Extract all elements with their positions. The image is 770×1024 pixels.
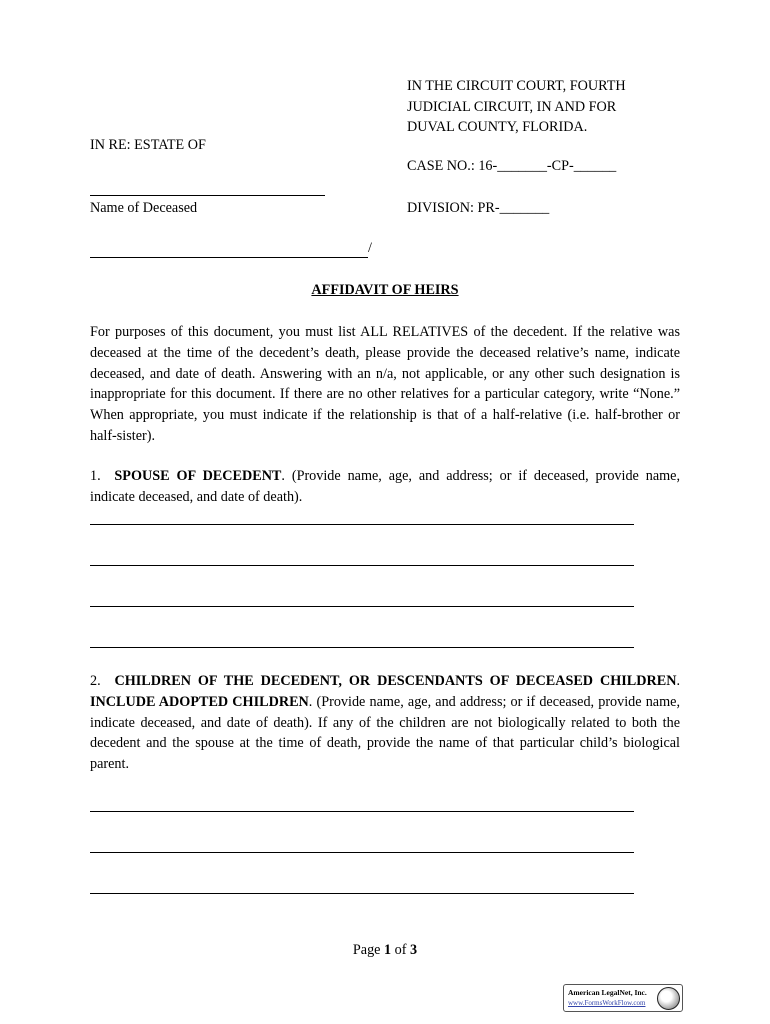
page-prefix: Page bbox=[352, 942, 385, 958]
section-1-spouse bbox=[90, 466, 680, 508]
name-of-deceased-label: Name of Deceased bbox=[90, 200, 198, 216]
spouse-answer-line-2[interactable] bbox=[90, 565, 634, 566]
page-footer bbox=[0, 942, 770, 959]
court-line-3: DUVAL COUNTY, FLORIDA. bbox=[407, 119, 588, 136]
section-2-heading-2: INCLUDE ADOPTED CHILDREN bbox=[90, 693, 309, 710]
section-2-children bbox=[90, 671, 680, 775]
spouse-answer-line-3[interactable] bbox=[90, 606, 634, 607]
page-mid: of bbox=[391, 942, 411, 958]
section-2-heading: CHILDREN OF THE DECEDENT, OR DESCENDANTS OF DECEASED CHILDREN bbox=[114, 673, 677, 689]
children-answer-line-3[interactable] bbox=[90, 893, 634, 894]
section-1-heading: SPOUSE OF DECEDENT bbox=[114, 468, 282, 484]
spouse-answer-line-4[interactable] bbox=[90, 647, 634, 648]
in-re-estate: IN RE: ESTATE OF bbox=[90, 137, 206, 153]
globe-icon bbox=[657, 987, 680, 1010]
publisher-logo bbox=[563, 984, 683, 1012]
case-number: CASE NO.: 16-_______-CP-______ bbox=[407, 158, 617, 174]
section-2-text: . (Provide name, age, and address; or if deceased, provide name, indicate deceased, and date of death). If any of the children are not biologically related to both the decedent and the spouse at the time of death, provide the name of that particular child’s biological parent. bbox=[90, 693, 680, 773]
court-line-1: IN THE CIRCUIT COURT, FOURTH bbox=[407, 78, 626, 94]
logo-company: American LegalNet, Inc. bbox=[568, 988, 647, 997]
division: DIVISION: PR-_______ bbox=[407, 200, 550, 216]
page-number: 1 bbox=[384, 942, 392, 958]
section-2-sep: . bbox=[676, 673, 680, 689]
section-1-text: . (Provide name, age, and address; or if deceased, provide name, indicate deceased, and date of death). bbox=[90, 468, 680, 505]
children-answer-line-2[interactable] bbox=[90, 852, 634, 853]
spouse-answer-line-1[interactable] bbox=[90, 524, 634, 525]
caption-slash: / bbox=[368, 240, 372, 256]
children-answer-line-1[interactable] bbox=[90, 811, 634, 812]
court-caption bbox=[407, 76, 626, 138]
document-title: AFFIDAVIT OF HEIRS bbox=[311, 282, 459, 298]
page-total: 3 bbox=[410, 942, 418, 958]
caption-blank-line[interactable] bbox=[90, 257, 368, 258]
court-line-2: JUDICIAL CIRCUIT, IN AND FOR bbox=[407, 98, 617, 115]
section-2-number: 2. bbox=[90, 673, 101, 689]
section-1-number: 1. bbox=[90, 468, 101, 484]
deceased-name-line[interactable] bbox=[90, 195, 325, 196]
intro-paragraph: For purposes of this document, you must list ALL RELATIVES of the decedent. If the relative was deceased at the time of the decedent’s death, please provide the deceased relative’s name, indicate deceased, and date of death. Answering with an n/a, not applicable, or any other such designation is inappropriate for this document. If there are no other relatives for a particular category, write “None.” When appropriate, you must indicate if the relationship is that of a half-relative (i.e. half-brother or half-sister). bbox=[90, 324, 680, 444]
logo-url[interactable]: www.FormsWorkFlow.com bbox=[568, 999, 646, 1007]
